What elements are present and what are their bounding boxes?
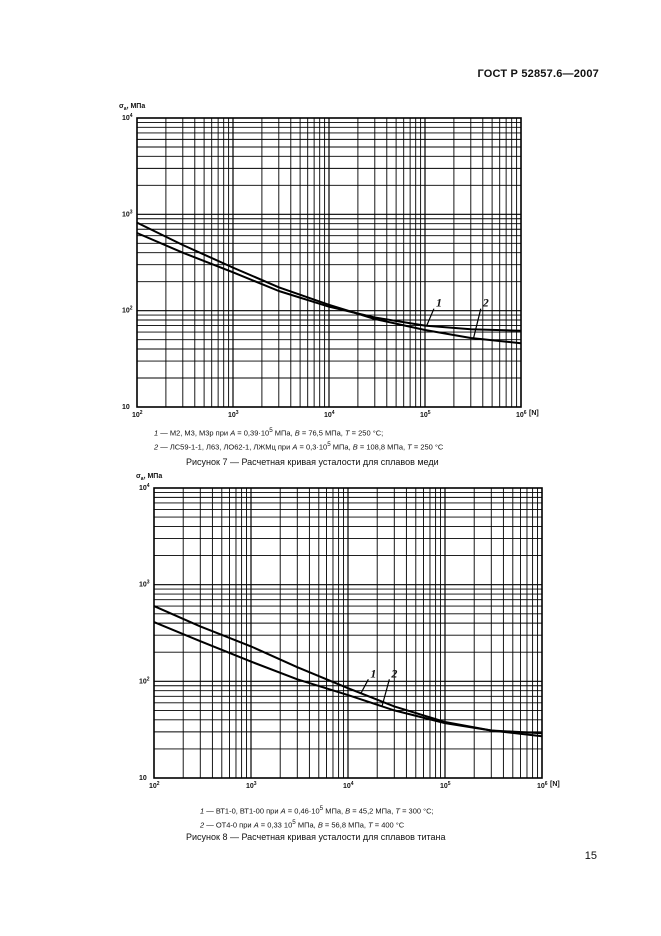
figure-7-caption: Рисунок 7 — Расчетная кривая усталости для сплавов меди <box>186 457 439 467</box>
x-tick-label: $10^6$ <box>516 410 527 419</box>
x-tick-label: $10^5$ <box>440 781 451 790</box>
y-axis-label: $\sigma_a$, МПа <box>119 103 146 112</box>
legend-entry-1: 1 — ВТ1-0, ВТ1-00 при $A = 0,46\cdot 10^5$ МПа, B = 45,2 МПа, T = 300 °C; <box>200 805 434 816</box>
legend-entry-2: 2 — ЛС59-1-1, Л63, ЛО62-1, ЛЖМц при $A = 0,3\cdot 10^5$ МПа, B = 108,8 МПа, T = 250 °C <box>154 440 444 451</box>
y-tick-label: $10^2$ <box>139 676 150 686</box>
x-tick-label: $10^3$ <box>228 410 239 419</box>
figure-8-caption: Рисунок 8 — Расчетная кривая усталости для сплавов титана <box>186 832 446 842</box>
document-standard-header: ГОСТ Р 52857.6—2007 <box>477 68 599 80</box>
x-tick-label: $10^2$ <box>149 781 160 790</box>
curve-label-1: 1 <box>435 295 442 310</box>
x-tick-label: $10^4$ <box>324 410 335 419</box>
x-axis-label: [N] <box>550 781 560 788</box>
x-axis-label: [N] <box>529 410 539 417</box>
y-tick-label: 10 <box>122 404 130 411</box>
page-number: 15 <box>584 850 597 862</box>
x-tick-label: $10^2$ <box>132 410 143 419</box>
curve-label-2: 2 <box>391 666 398 681</box>
y-tick-label: $10^3$ <box>139 579 150 589</box>
x-tick-label: $10^4$ <box>343 781 354 790</box>
figure-8-legend <box>200 803 434 830</box>
curve-label-1: 1 <box>370 666 377 681</box>
y-tick-label: 10 <box>139 775 147 782</box>
y-tick-label: $10^3$ <box>122 209 133 219</box>
x-tick-label: $10^3$ <box>246 781 257 790</box>
curve-label-2: 2 <box>482 295 489 310</box>
y-tick-label: $10^2$ <box>122 305 133 315</box>
y-axis-label: $\sigma_a$, МПа <box>136 473 163 482</box>
legend-entry-2: 2 — ОТ4-0 при A = 0,33 $10^5$ МПа, B = 56,8 МПа, T = 400 °C <box>200 818 405 829</box>
legend-entry-1: 1 — М2, М3, М3р при $A = 0,39\cdot 10^5$ МПа, B = 76,5 МПа, T = 250 °C; <box>154 427 384 438</box>
y-tick-label: $10^4$ <box>139 483 150 492</box>
x-tick-label: $10^6$ <box>537 781 548 790</box>
y-tick-label: $10^4$ <box>122 113 133 122</box>
x-tick-label: $10^5$ <box>420 410 431 419</box>
